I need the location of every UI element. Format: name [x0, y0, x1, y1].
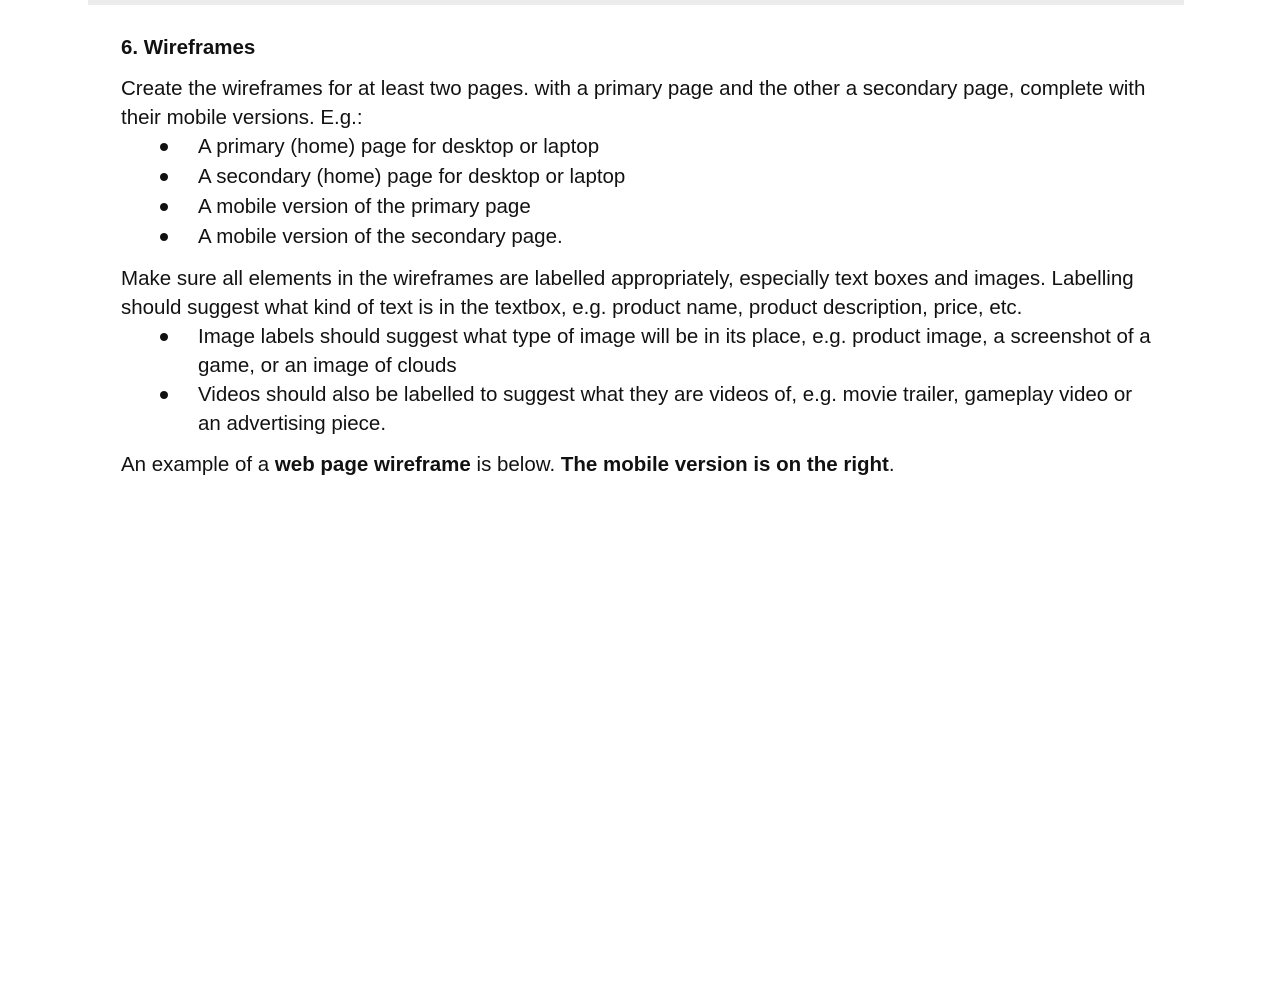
document-page	[121, 34, 1151, 479]
bullet-icon	[160, 233, 168, 241]
list-item	[121, 380, 1151, 438]
page-top-edge	[88, 0, 1184, 5]
list-item	[121, 132, 1151, 162]
closing-text: An example of a	[121, 453, 275, 476]
list-item-text: Image labels should suggest what type of image will be in its place, e.g. product image, a screenshot of a game, or an image of clouds	[198, 325, 1151, 377]
bullet-icon	[160, 391, 168, 399]
list-item	[121, 322, 1151, 380]
label-rules-list	[121, 322, 1151, 438]
bullet-icon	[160, 143, 168, 151]
closing-paragraph	[121, 450, 1151, 479]
intro-paragraph: Create the wireframes for at least two pages. with a primary page and the other a secondary page, complete with their mobile versions. E.g.:	[121, 77, 1146, 129]
examples-list	[121, 132, 1151, 252]
list-item-text: A secondary (home) page for desktop or laptop	[198, 165, 626, 188]
labelling-paragraph: Make sure all elements in the wireframes are labelled appropriately, especially text boxes and images. Labelling should suggest what kind of text is in the textbox, e.g. product name, product description, price, etc.	[121, 267, 1134, 319]
closing-emphasis: The mobile version is on the right	[560, 453, 889, 476]
closing-emphasis: web page wireframe	[274, 453, 471, 476]
bullet-icon	[160, 333, 168, 341]
list-item-text: A mobile version of the secondary page.	[198, 225, 563, 248]
list-item	[121, 222, 1151, 252]
closing-text: .	[888, 453, 895, 476]
bullet-icon	[160, 203, 168, 211]
closing-text: is below.	[470, 453, 561, 476]
list-item	[121, 162, 1151, 192]
section-heading: 6. Wireframes	[121, 36, 256, 59]
list-item-text: Videos should also be labelled to suggest what they are videos of, e.g. movie trailer, gameplay video or an advertising piece.	[198, 383, 1133, 435]
list-item-text: A mobile version of the primary page	[198, 195, 531, 218]
bullet-icon	[160, 173, 168, 181]
list-item-text: A primary (home) page for desktop or laptop	[198, 135, 600, 158]
list-item	[121, 192, 1151, 222]
